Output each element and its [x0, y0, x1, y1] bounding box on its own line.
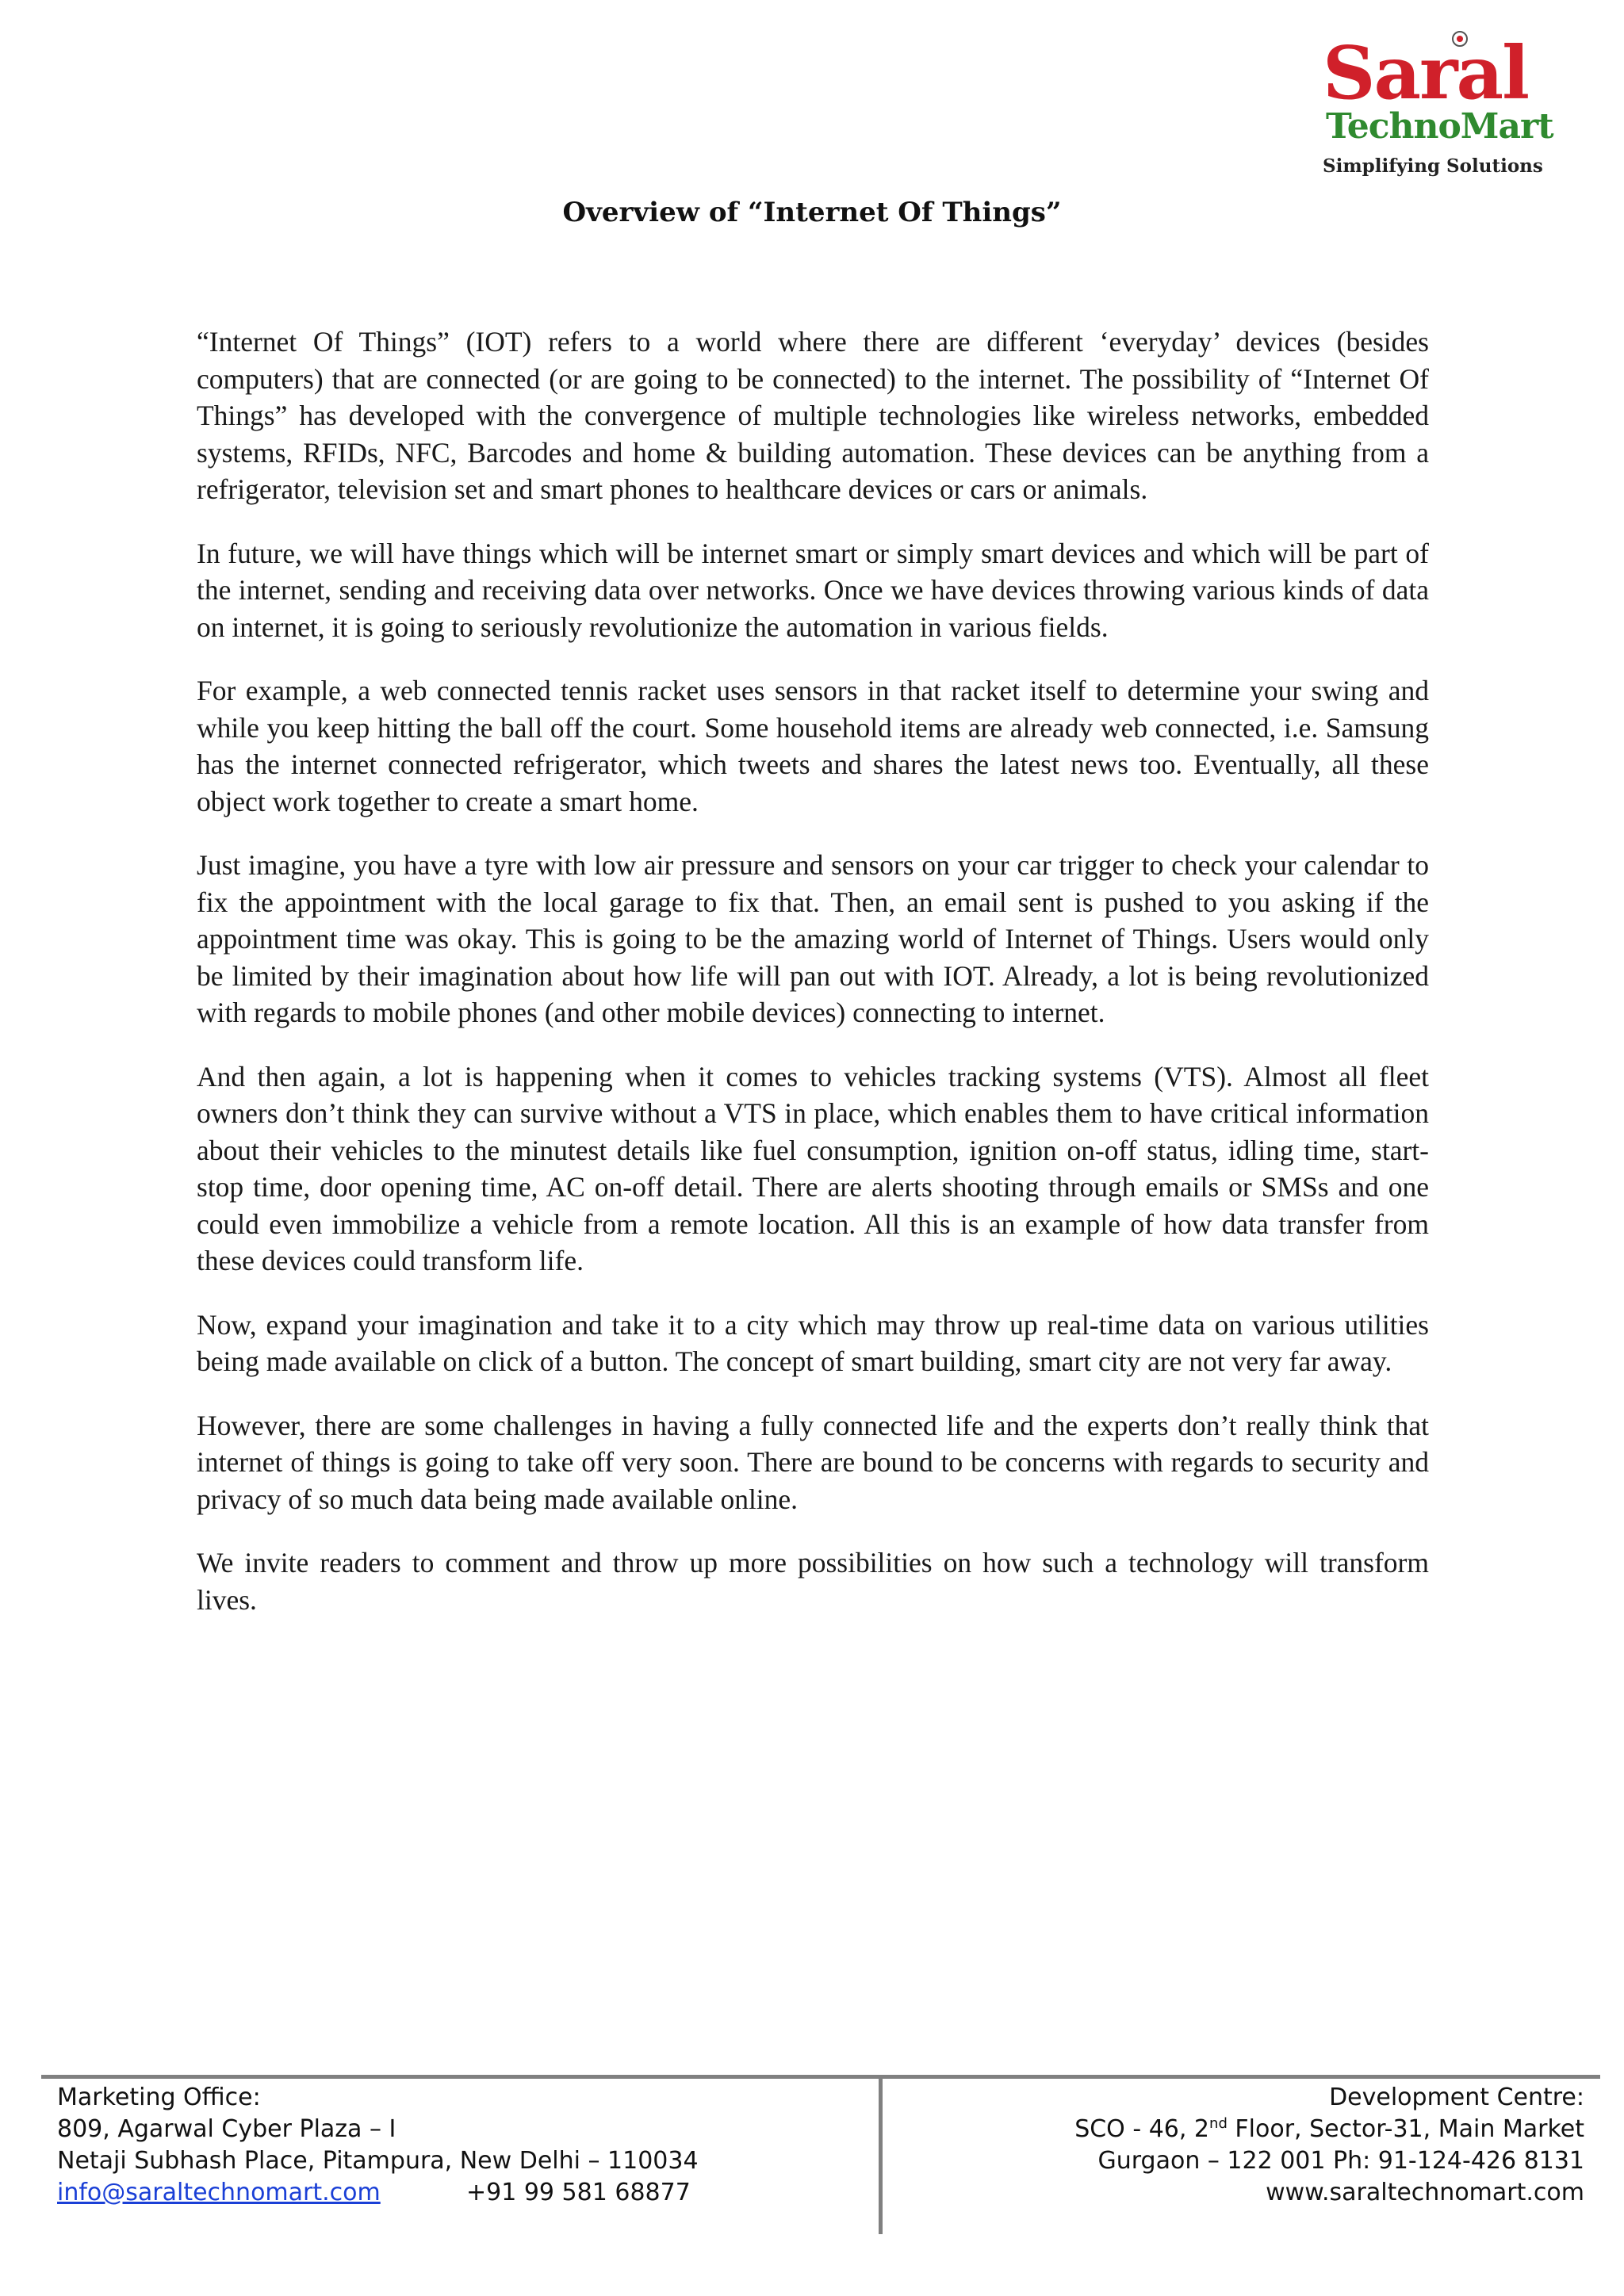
- website-link[interactable]: www.saraltechnomart.com: [1266, 2179, 1584, 2206]
- marketing-office-line1: 809, Agarwal Cyber Plaza – I: [57, 2115, 396, 2143]
- email-link[interactable]: info@saraltechnomart.com: [57, 2179, 381, 2206]
- paragraph: And then again, a lot is happening when it comes to vehicles tracking systems (VTS). Almost all fleet owners don’t think they can survive without a VTS in place, which enables them to have critical information about their vehicles to the minutest details like fuel consumption, ignition on-off status, idling time, start-stop time, door opening time, AC on-off detail. There are alerts shooting through emails or SMSs and one could even immobilize a vehicle from a remote location. All this is an example of how data transfer from these devices could transform life.: [197, 1060, 1429, 1276]
- paragraph: Now, expand your imagination and take it to a city which may throw up real-time data on various utilities being made available on click of a button. The concept of smart building, smart city are not very far away.: [197, 1308, 1429, 1377]
- document-title: Overview of “Internet Of Things”: [562, 197, 1062, 228]
- paragraph: However, there are some challenges in having a fully connected life and the experts don’t really think that internet of things is going to take off very soon. There are bound to be concerns with regards to security and privacy of so much data being made available online.: [197, 1409, 1429, 1515]
- marketing-office-heading: Marketing Office:: [57, 2084, 261, 2111]
- paragraph: We invite readers to comment and throw up more possibilities on how such a technology will transform lives.: [197, 1547, 1429, 1616]
- development-centre-line1: [904, 2114, 1584, 2145]
- logo-wordmark: Saral: [1323, 30, 1529, 116]
- address-part: Floor, Sector-31, Main Market: [1227, 2115, 1584, 2143]
- development-centre-address: [904, 2082, 1584, 2209]
- ordinal-suffix: nd: [1209, 2115, 1228, 2132]
- paragraph: Just imagine, you have a tyre with low air pressure and sensors on your car trigger to check your calendar to fix the appointment with the local garage to fix that. Then, an email sent is pushed to you asking if the appointment time was okay. This is going to be the amazing world of Internet of Things. Users would only be limited by their imagination about how life will pan out with IOT. Already, a lot is being revolutionized with regards to mobile phones (and other mobile devices) connecting to internet.: [197, 849, 1429, 1028]
- logo-tagline: Simplifying Solutions: [1323, 155, 1543, 177]
- development-centre-heading: Development Centre:: [1329, 2084, 1584, 2111]
- footer-divider: [879, 2077, 883, 2234]
- paragraph: “Internet Of Things” (IOT) refers to a world where there are different ‘everyday’ devices (besides computers) that are connected (or are going to be connected) to the internet. The possibility of “Internet Of Things” has developed with the convergence of multiple technologies like wireless networks, embedded systems, RFIDs, NFC, Barcodes and home & building automation. These devices can be anything from a refrigerator, television set and smart phones to healthcare devices or cars or animals.: [197, 326, 1429, 505]
- marketing-office-line2: Netaji Subhash Place, Pitampura, New Delhi – 110034: [57, 2147, 699, 2175]
- address-part: SCO - 46, 2: [1074, 2115, 1210, 2143]
- company-logo: [1320, 22, 1573, 177]
- marketing-phone: +91 99 581 68877: [466, 2179, 691, 2206]
- paragraph: In future, we will have things which will be internet smart or simply smart devices and which will be part of the internet, sending and receiving data over networks. Once we have devices throwing various kinds of data on internet, it is going to seriously revolutionize the automation in various fields.: [197, 537, 1429, 643]
- logo-subtitle: TechnoMart: [1326, 106, 1553, 147]
- document-body: [197, 323, 1429, 1645]
- footer-rule: [41, 2075, 1600, 2079]
- development-centre-line2: Gurgaon – 122 001 Ph: 91-124-426 8131: [1097, 2147, 1584, 2175]
- marketing-office-address: [57, 2082, 850, 2209]
- paragraph: For example, a web connected tennis racket uses sensors in that racket itself to determine your swing and while you keep hitting the ball off the court. Some household items are already web connected, i.e. Samsung has the internet connected refrigerator, which tweets and shares the latest news too. Eventually, all these object work together to create a smart home.: [197, 675, 1429, 817]
